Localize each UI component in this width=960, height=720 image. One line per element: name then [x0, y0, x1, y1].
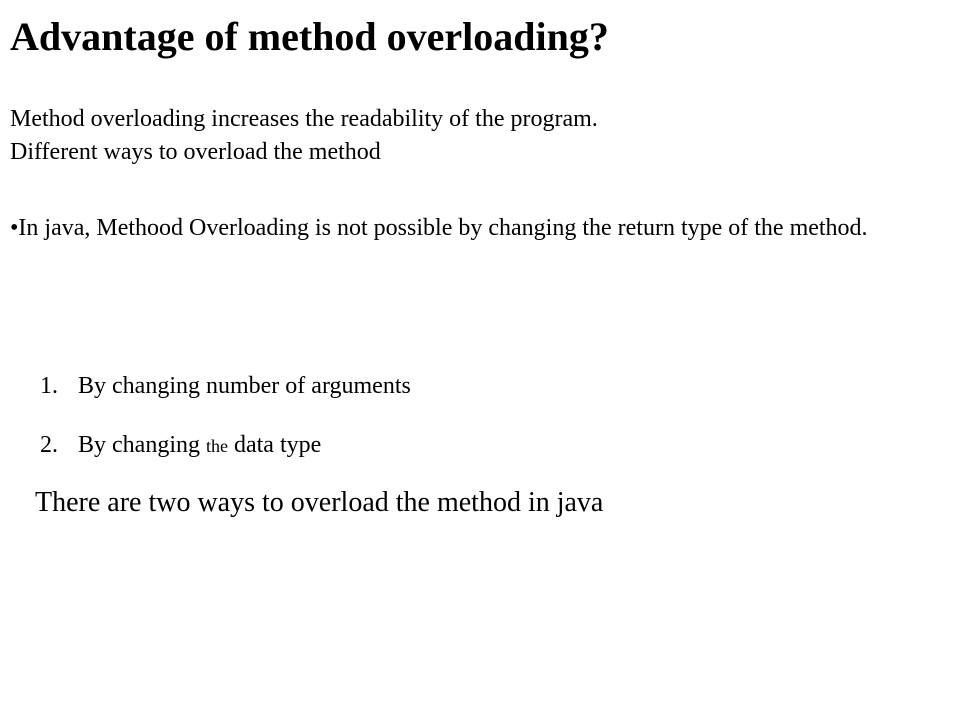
list-item-text-after: data type — [227, 432, 322, 458]
list-item-number: 1. — [40, 373, 58, 399]
list-item-text-small: the — [205, 436, 228, 456]
bullet-point — [10, 210, 900, 247]
ways-list — [40, 368, 411, 486]
summary-text: There are two ways to overload the method in java — [35, 487, 604, 518]
list-item — [40, 368, 411, 427]
bullet-text: In java, Methood Overloading is not possible by changing the return type of the method. — [18, 215, 868, 241]
slide-title: Advantage of method overloading? — [10, 14, 609, 59]
intro-line-different-ways: Different ways to overload the method — [10, 139, 381, 165]
list-item-text: By changing number of arguments — [78, 373, 411, 399]
bullet-marker: • — [10, 215, 19, 241]
list-item — [40, 427, 411, 486]
intro-line-readability: Method overloading increases the readability of the program. — [10, 106, 598, 132]
intro-text — [10, 103, 910, 169]
list-item-number: 2. — [40, 432, 58, 458]
list-item-text-before: By changing — [78, 432, 206, 458]
